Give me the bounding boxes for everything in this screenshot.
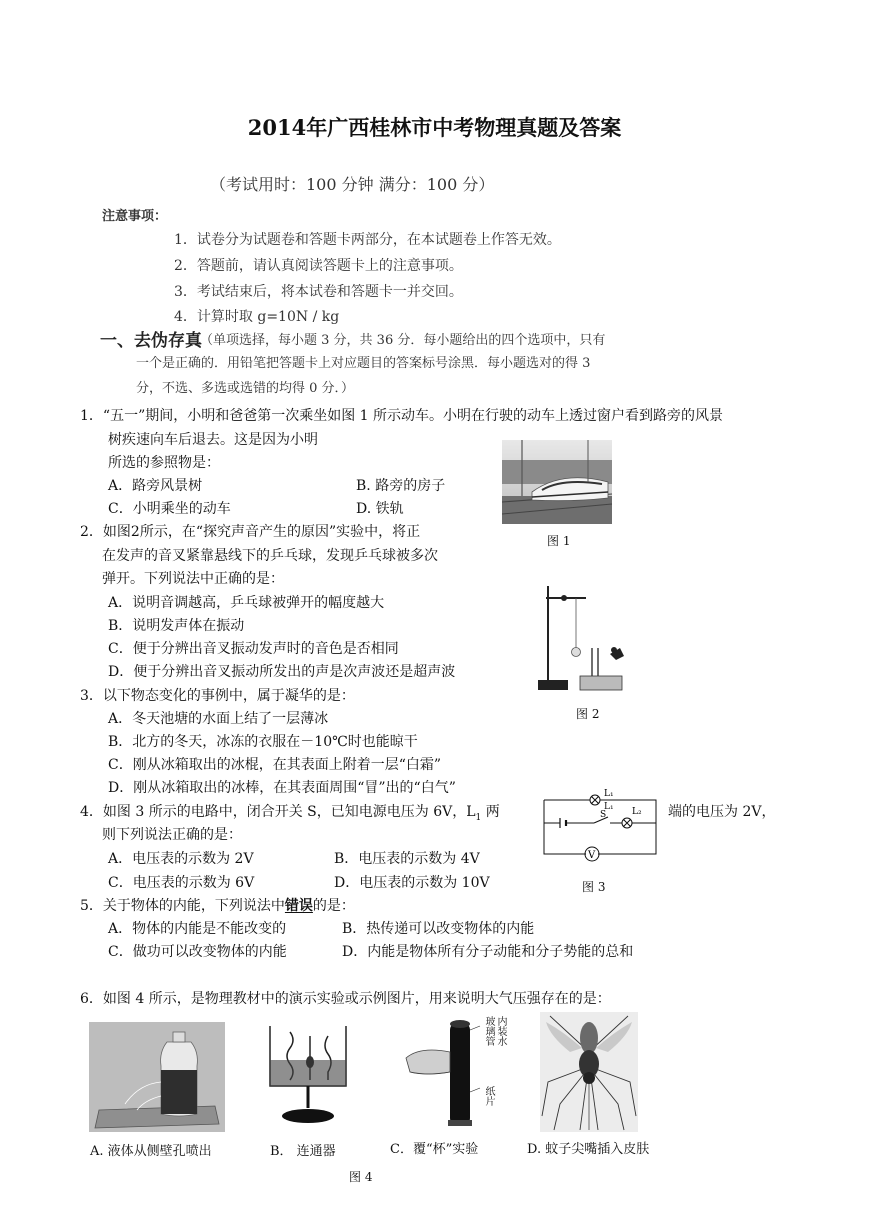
emphasis-text: 错误	[284, 898, 313, 914]
option-c: C．小明乘坐的动车	[108, 501, 231, 517]
tube-label: 玻璃管	[483, 1016, 494, 1046]
notice-item: 2．答题前，请认真阅读答题卡上的注意事项。	[174, 258, 463, 274]
notice-item: 4．计算时取 g=10N / kg	[174, 309, 340, 325]
document-title: 2014年广西桂林市中考物理真题及答案	[247, 115, 622, 140]
stem-text: 的是：	[312, 898, 355, 914]
subscript: 1	[475, 812, 482, 823]
option-c: C．刚从冰箱取出的冰棍，在其表面上附着一层“白霜”	[108, 757, 442, 773]
option-c-caption: C．覆“杯”实验	[390, 1142, 479, 1157]
section-desc: 分，不选、多选或选错的均得 0 分．）	[136, 381, 355, 396]
option-b: B．电压表的示数为 4V	[334, 851, 480, 867]
section-desc: （单项选择，每小题 3 分，共 36 分．每小题给出的四个选项中，只有	[200, 333, 606, 348]
lamp-1-label-text: L₁	[604, 802, 614, 812]
section-desc: 一个是正确的．用铅笔把答题卡上对应题目的答案标号涂黑．每小题选对的得 3	[136, 356, 591, 371]
train-photo	[502, 440, 612, 524]
exam-info: （考试用时：100 分钟 满分：100 分）	[210, 175, 495, 194]
stem-text: 5．关于物体的内能，下列说法中	[80, 898, 285, 914]
question-6-stem: 6．如图 4 所示，是物理教材中的演示实验或示例图片，用来说明大气压强存在的是：	[80, 991, 611, 1007]
option-d: D．内能是物体所有分子动能和分子势能的总和	[342, 944, 634, 960]
option-d-caption: D. 蚊子尖嘴插入皮肤	[527, 1142, 650, 1157]
question-4-stem-end: 端的电压为 2V，	[668, 804, 776, 820]
option-d: D．电压表的示数为 10V	[334, 875, 490, 891]
figure-4-caption: 图 4	[349, 1170, 373, 1184]
tuning-fork-apparatus	[536, 584, 628, 694]
notice-item: 1．试卷分为试题卷和答题卡两部分，在本试题卷上作答无效。	[174, 232, 561, 248]
figure-2-caption: 图 2	[576, 707, 600, 721]
figure-3-caption: 图 3	[582, 880, 606, 894]
question-2-stem: 弹开。下列说法中正确的是：	[102, 571, 284, 587]
option-a: A．物体的内能是不能改变的	[108, 921, 287, 937]
option-c: C．便于分辨出音叉振动发声时的音色是否相同	[108, 641, 399, 657]
question-2-stem: 在发声的音叉紧靠悬线下的乒乓球，发现乒乓球被多次	[102, 548, 438, 564]
option-b: B. 路旁的房子	[356, 478, 446, 494]
question-1-stem: 树疾速向车后退去。这是因为小明	[108, 432, 318, 448]
option-a-caption: A. 液体从侧壁孔喷出	[90, 1144, 212, 1159]
option-a: A．冬天池塘的水面上结了一层薄冰	[108, 711, 329, 727]
question-1-stem: 1．“五一”期间，小明和爸爸第一次乘坐如图 1 所示动车。小明在行驶的动车上透过窗户看到路旁的风景	[80, 408, 724, 424]
stem-text: 两	[481, 804, 500, 820]
option-b: B．说明发声体在振动	[108, 618, 245, 634]
connected-vessels-image	[262, 1022, 354, 1126]
option-a: A．说明音调越高，乒乓球被弹开的幅度越大	[108, 595, 385, 611]
question-3-stem: 3．以下物态变化的事例中，属于凝华的是：	[80, 688, 355, 704]
stem-text: 4．如图 3 所示的电路中，闭合开关 S，已知电源电压为 6V，L	[80, 804, 476, 820]
question-4-stem: 则下列说法正确的是：	[102, 827, 242, 843]
question-1-stem: 所选的参照物是：	[108, 455, 220, 471]
question-4-stem	[80, 801, 500, 823]
lamp-1-label: L₁	[604, 789, 614, 799]
circuit-diagram	[538, 789, 662, 868]
question-2-stem: 2．如图2所示，在“探究声音产生的原因”实验中，将正	[80, 524, 421, 540]
option-b: B．热传递可以改变物体的内能	[342, 921, 535, 937]
option-b-caption: B． 连通器	[270, 1144, 336, 1159]
voltmeter-label: V	[588, 850, 596, 861]
water-label: 内装水	[495, 1016, 506, 1046]
bottle-photo	[89, 1022, 225, 1132]
switch-label: S	[600, 810, 607, 820]
figure-1-caption: 图 1	[547, 534, 571, 548]
question-5-stem	[80, 895, 355, 915]
option-c: C．电压表的示数为 6V	[108, 875, 255, 891]
notice-item: 3．考试结束后，将本试卷和答题卡一并交回。	[174, 284, 463, 300]
mosquito-photo	[540, 1012, 638, 1132]
notice-heading: 注意事项：	[102, 209, 168, 224]
paper-label: 纸片	[483, 1086, 494, 1106]
option-d: D. 铁轨	[356, 501, 404, 517]
option-d: D．刚从冰箱取出的冰棒，在其表面周围“冒”出的“白气”	[108, 780, 456, 796]
option-d: D．便于分辨出音叉振动所发出的声是次声波还是超声波	[108, 664, 456, 680]
option-a: A．路旁风景树	[108, 478, 203, 494]
lamp-2-label: L₂	[632, 807, 642, 817]
option-a: A．电压表的示数为 2V	[108, 851, 254, 867]
option-c: C．做功可以改变物体的内能	[108, 944, 287, 960]
section-heading: 一、去伪存真	[100, 331, 202, 351]
option-b: B．北方的冬天，冰冻的衣服在－10℃时也能晾干	[108, 734, 418, 750]
